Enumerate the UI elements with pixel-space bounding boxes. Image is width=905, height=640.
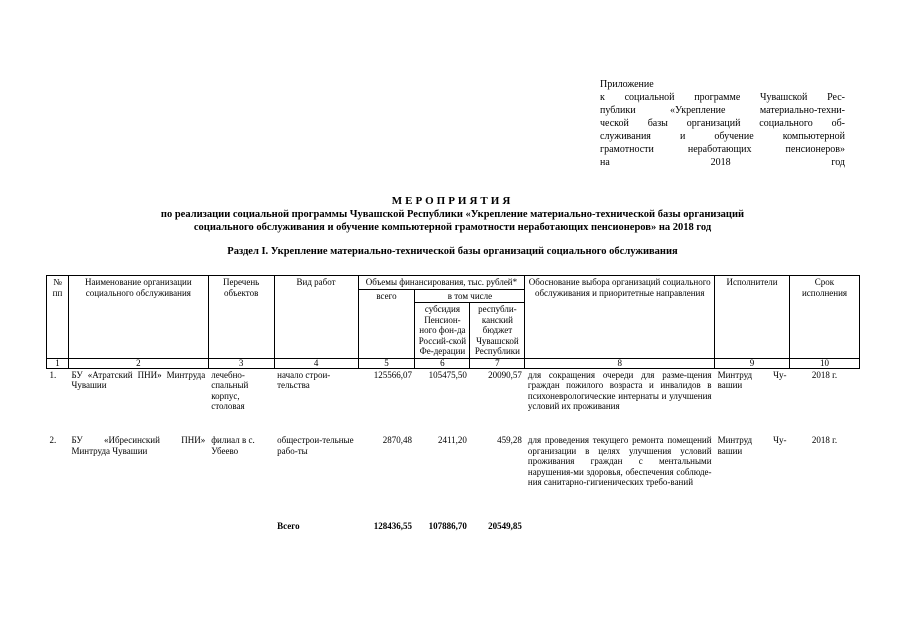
document-subtitle [0,208,905,234]
column-number: 10 [790,358,860,368]
column-number: 7 [470,358,525,368]
header-republic: республи-канский бюджет Чувашской Республики [470,303,525,359]
column-number: 1 [47,358,69,368]
column-number: 8 [525,358,715,368]
row-justification: для проведения текущего ремонта помещений организации в целях улучшения условий проживания граждан с ментальными нарушения-ми здоровья, обеспечения соблюде-ния санитарно-гигиенических требо-ваний [527,435,712,487]
appendix-line: Приложение [600,79,654,90]
table-header [47,276,860,359]
row-subsidy: 2411,20 [437,435,467,445]
row-term: 2018 г. [811,435,838,445]
appendix-line: служивания и обучение компьютерной [600,131,845,142]
document-title: МЕРОПРИЯТИЯ [391,195,514,207]
row-republic: 459,28 [497,435,522,445]
row-term: 2018 г. [811,369,838,380]
column-number: 9 [715,358,790,368]
header-total: всего [358,289,415,358]
appendix-block [600,78,845,169]
measures-table [46,275,860,533]
header-org: Наименование организации социального обслуживания [68,276,208,359]
row-total: 2870,48 [382,435,412,445]
appendix-line: ческой базы организаций социального об- [600,118,845,129]
appendix-line: публики «Укрепление материально-техни- [600,105,845,116]
row-num: 2. [49,435,57,445]
row-org: БУ «Атратский ПНИ» Минтруда Чувашии [71,369,206,390]
header-funding: Объемы финансирования, тыс. рублей* [358,276,525,290]
column-number-row [47,358,860,368]
row-work: начало строи-тельства [277,369,331,390]
row-executor: Минтруд Чу-вашии [717,435,787,456]
row-num: 1. [49,369,57,380]
column-number: 4 [274,358,358,368]
row-total: 125566,07 [373,369,412,380]
appendix-line: к социальной программе Чувашской Рес- [600,92,845,103]
header-executors: Исполнители [715,276,790,359]
header-work: Вид работ [274,276,358,359]
totals-row [47,520,860,533]
totals-republic: 20549,85 [488,521,522,531]
row-objects: лечебно-спальный корпус, столовая [211,369,249,411]
section-heading: Раздел I. Укрепление материально-технической базы организаций социального обслуживания [227,246,678,257]
header-including: в том числе [415,289,525,303]
appendix-line: грамотности неработающих пенсионеров» [600,144,845,155]
row-executor: Минтруд Чу-вашии [717,369,787,390]
header-objects: Перечень объектов [208,276,274,359]
table-row [47,434,860,520]
row-justification: для сокращения очереди для разме-щения граждан пожилого возраста и инвалидов в психоневрологические интернаты и улучшения условий их проживания [527,369,712,411]
header-num: № пп [47,276,69,359]
row-republic: 20090,57 [488,369,522,380]
subtitle-line: социального обслуживания и обучение компьютерной грамотности неработающих пенсионеров» на 2018 год [193,222,712,233]
row-subsidy: 105475,50 [428,369,467,380]
subtitle-line: по реализации социальной программы Чувашской Республики «Укрепление материально-технической базы организаций [160,209,745,220]
column-number: 5 [358,358,415,368]
column-number: 6 [415,358,470,368]
header-term: Срок исполнения [790,276,860,359]
totals-label: Всего [277,521,300,531]
column-number: 3 [208,358,274,368]
totals-total: 128436,55 [373,521,412,531]
row-work: общестрои-тельные рабо-ты [277,435,354,456]
header-subsidy: субсидия Пенсион-ного фон-да Россий-ской Фе-дерации [415,303,470,359]
row-org: БУ «Ибресинский ПНИ» Минтруда Чувашии [71,435,206,456]
column-number: 2 [68,358,208,368]
appendix-line: на 2018 год [600,157,845,168]
row-objects: филиал в с. Убеево [211,435,255,456]
totals-subsidy: 107886,70 [428,521,467,531]
table-row [47,368,860,434]
header-justification: Обоснование выбора организаций социального обслуживания и приоритетные направления [525,276,715,359]
